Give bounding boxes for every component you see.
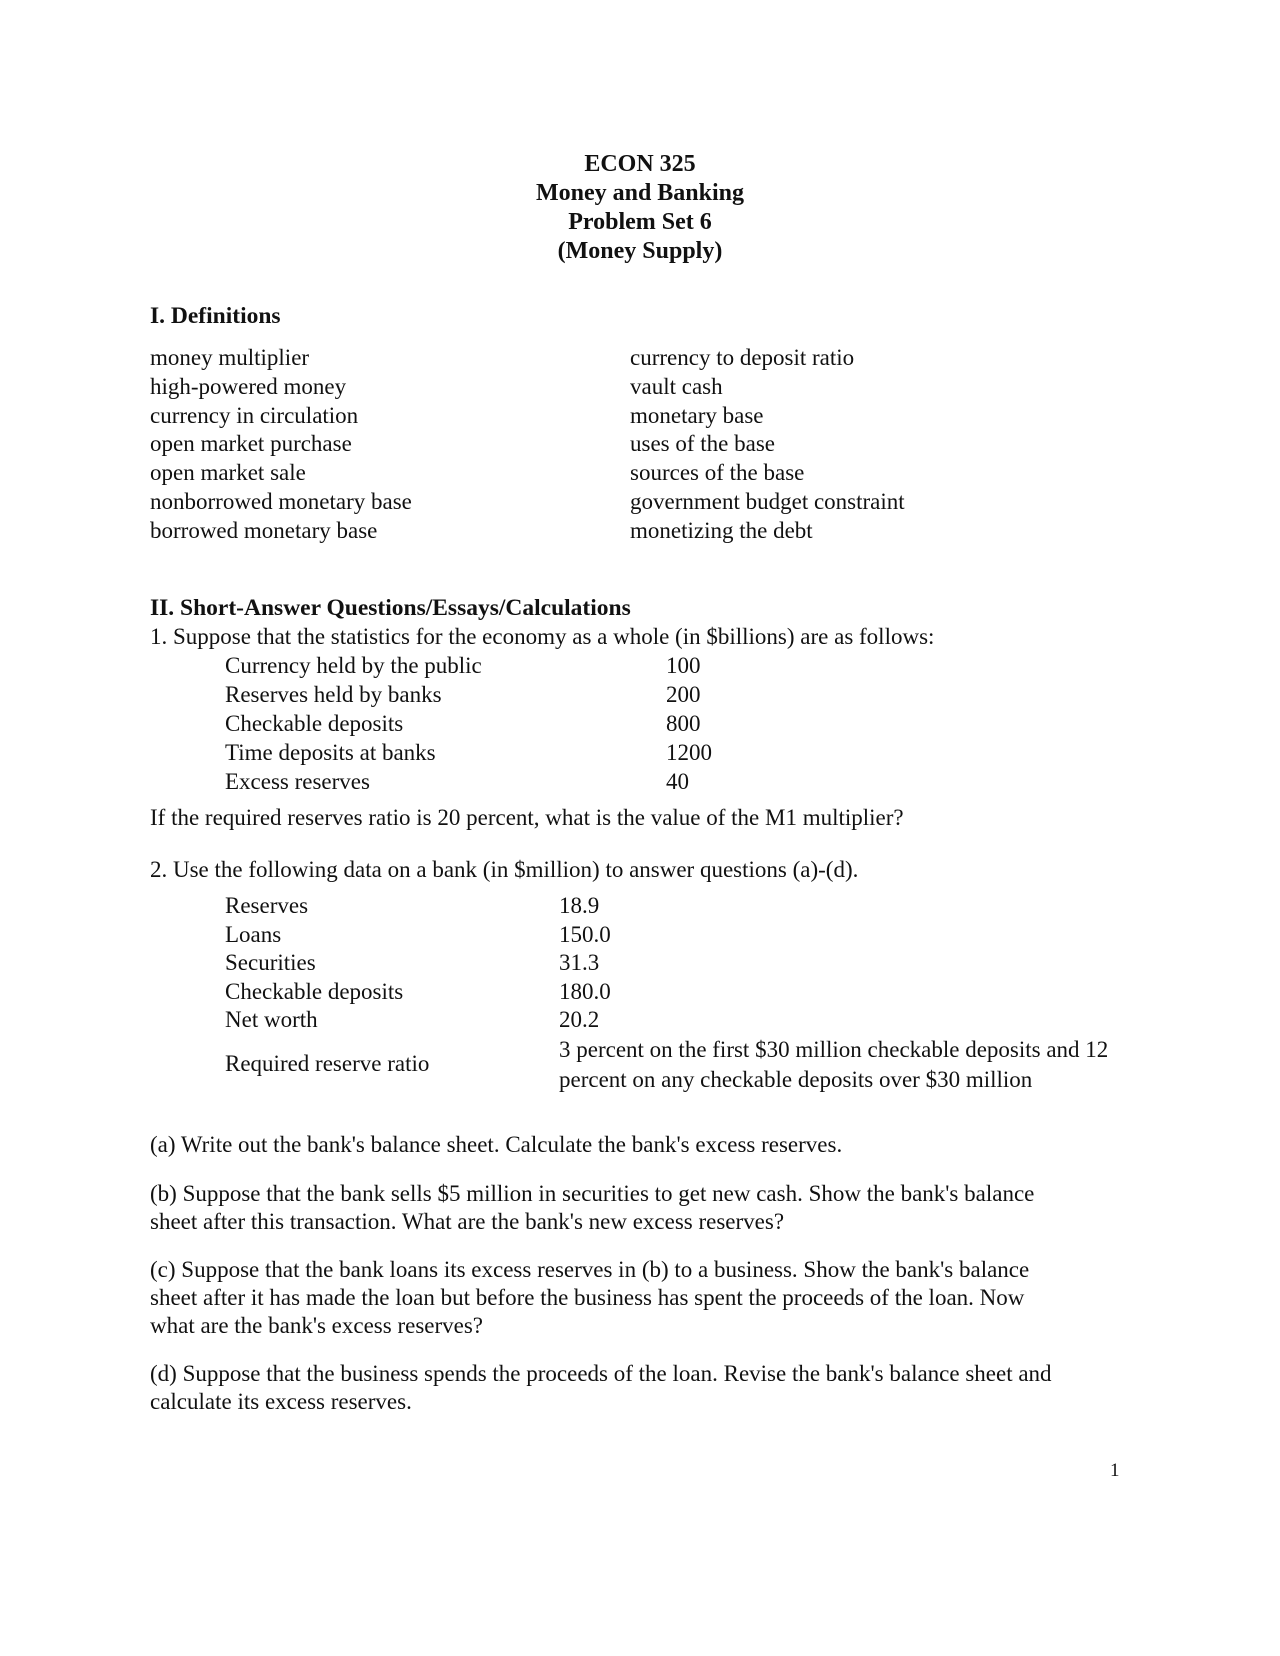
definition-term: currency in circulation	[150, 402, 359, 428]
definition-term: vault cash	[630, 373, 723, 399]
row-label: Loans	[225, 921, 282, 947]
row-value: 20.2	[559, 1007, 600, 1033]
short-answer-heading: II. Short-Answer Questions/Essays/Calculations	[150, 595, 631, 621]
row-value: 150.0	[559, 921, 611, 947]
definition-term: nonborrowed monetary base	[150, 488, 412, 514]
row-label: Time deposits at banks	[225, 740, 436, 765]
problem-set-topic: (Money Supply)	[557, 238, 723, 264]
definitions-right-column	[630, 344, 905, 546]
course-code: ECON 325	[584, 151, 696, 177]
row-value: 31.3	[559, 950, 600, 976]
definition-term: borrowed monetary base	[150, 517, 378, 543]
definition-term: government budget constraint	[630, 488, 905, 514]
row-label: Excess reserves	[225, 769, 370, 794]
row-value: 180.0	[559, 978, 611, 1004]
row-value: 40	[666, 769, 689, 794]
row-value: 200	[666, 682, 701, 707]
row-value: 800	[666, 711, 701, 736]
row-label: Currency held by the public	[225, 653, 482, 678]
definition-term: monetizing the debt	[630, 517, 813, 543]
row-value: 3 percent on the first $30 million checkable deposits and 12 percent on any checkable deposits over $30 million	[559, 1036, 1109, 1092]
definition-term: open market sale	[150, 460, 306, 486]
question-2b: (b) Suppose that the bank sells $5 million in securities to get new cash. Show the bank's balance sheet after this transaction. What are the bank's new excess reserves?	[150, 1181, 1035, 1234]
question-1-prompt: If the required reserves ratio is 20 percent, what is the value of the M1 multiplier?	[150, 805, 904, 830]
definition-term: sources of the base	[630, 460, 805, 486]
definitions-left-column	[150, 344, 412, 546]
definitions-heading: I. Definitions	[150, 303, 281, 329]
row-label: Net worth	[225, 1007, 318, 1033]
row-value: 100	[666, 653, 701, 678]
definition-term: monetary base	[630, 402, 764, 428]
problem-set-number: Problem Set 6	[568, 209, 712, 235]
row-value: 1200	[666, 740, 712, 765]
question-2-intro: 2. Use the following data on a bank (in $million) to answer questions (a)-(d).	[150, 857, 859, 882]
page-number: 1	[1110, 1460, 1120, 1481]
definition-term: uses of the base	[630, 431, 775, 457]
definition-term: currency to deposit ratio	[630, 345, 855, 370]
question-1-intro: 1. Suppose that the statistics for the economy as a whole (in $billions) are as follows:	[150, 624, 935, 649]
row-label: Checkable deposits	[225, 711, 404, 736]
row-label: Required reserve ratio	[225, 1050, 430, 1076]
row-label: Checkable deposits	[225, 978, 404, 1004]
document-header	[0, 150, 1280, 266]
course-subject: Money and Banking	[535, 180, 745, 206]
row-value: 18.9	[559, 893, 600, 918]
definition-term: high-powered money	[150, 373, 347, 399]
row-label: Reserves	[225, 893, 309, 918]
definition-term: money multiplier	[150, 345, 310, 370]
question-2d: (d) Suppose that the business spends the proceeds of the loan. Revise the bank's balance sheet and calculate its excess reserves.	[150, 1361, 1052, 1414]
question-2c: (c) Suppose that the bank loans its excess reserves in (b) to a business. Show the bank's balance sheet after it has made the loan but before the business has spent the proceeds of the loan. Now what are the bank's excess reserves?	[150, 1257, 1030, 1338]
row-label: Reserves held by banks	[225, 682, 442, 707]
definition-term: open market purchase	[150, 431, 352, 457]
question-2a: (a) Write out the bank's balance sheet. Calculate the bank's excess reserves.	[150, 1132, 843, 1157]
row-label: Securities	[225, 950, 316, 976]
